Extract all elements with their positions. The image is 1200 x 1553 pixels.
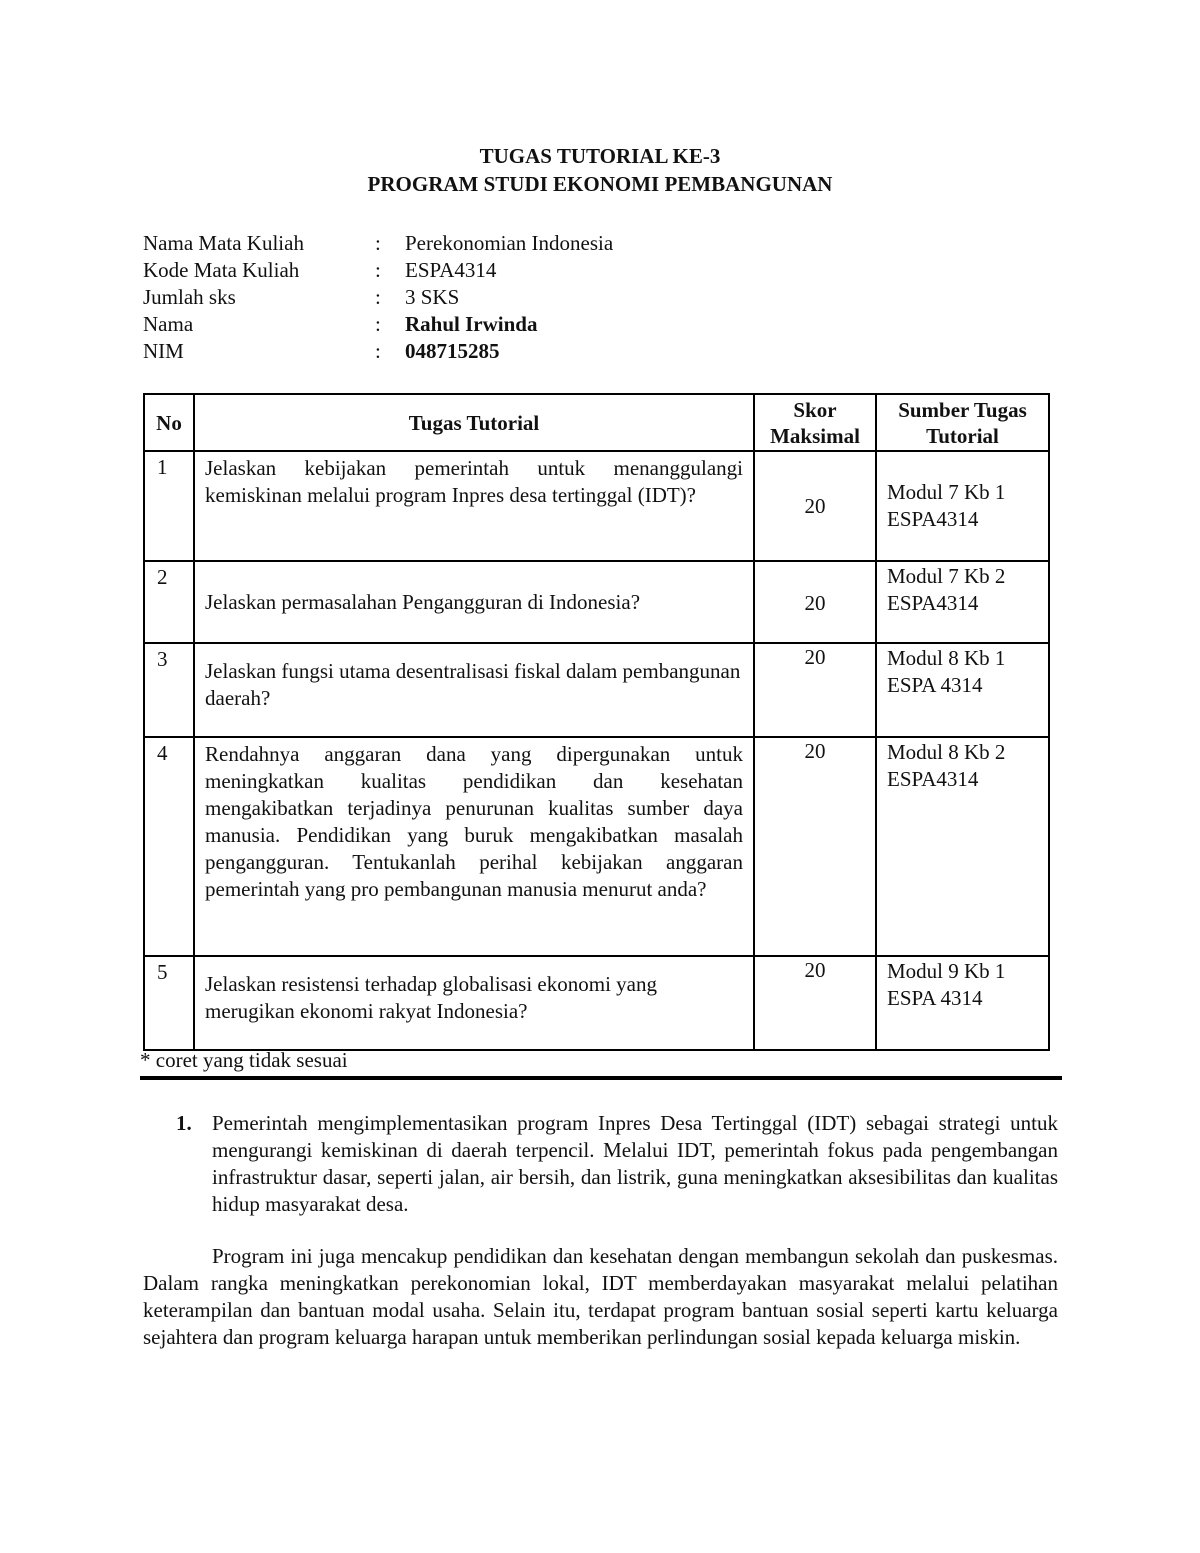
header-score-line1: Skor xyxy=(793,397,837,422)
source-line: Modul 7 Kb 1 xyxy=(887,480,1006,504)
score-cell: 20 xyxy=(754,737,876,956)
header-score xyxy=(754,394,876,451)
header-source-line1: Sumber Tugas xyxy=(898,397,1027,422)
task-text: Jelaskan permasalahan Pengangguran di Indonesia? xyxy=(194,561,754,643)
info-row-student-name xyxy=(143,312,843,339)
task-text: Rendahnya anggaran dana yang dipergunakan untuk meningkatkan kualitas pendidikan dan kesehatan mengakibatkan terjadinya penurunan kualitas sumber daya manusia. Pendidikan yang buruk mengakibatkan masalah pengangguran. Tentukanlah perihal kebijakan anggaran pemerintah yang pro pembangunan manusia menurut anda? xyxy=(194,737,754,956)
score-cell: 20 xyxy=(754,561,876,643)
row-number: 1 xyxy=(144,451,194,561)
info-separator: : xyxy=(375,258,381,282)
info-row-credits xyxy=(143,285,843,312)
source-line: Modul 7 Kb 2 xyxy=(887,564,1006,588)
score-cell: 20 xyxy=(754,643,876,737)
table-row xyxy=(144,643,1049,737)
info-separator: : xyxy=(375,285,381,309)
source-line: ESPA 4314 xyxy=(887,673,983,697)
info-value: ESPA4314 xyxy=(405,258,497,282)
info-row-student-id xyxy=(143,339,843,366)
info-separator: : xyxy=(375,231,381,255)
header-score-line2: Maksimal xyxy=(770,423,860,448)
answer-paragraph-2: Program ini juga mencakup pendidikan dan kesehatan dengan membangun sekolah dan puskesmas. Dalam rangka meningkatkan perekonomian lokal, IDT memberdayakan masyarakat melalui pelatihan keterampilan dan bantuan modal usaha. Selain itu, terdapat program bantuan sosial seperti kartu keluarga sejahtera dan program keluarga harapan untuk memberikan perlindungan sosial kepada keluarga miskin. xyxy=(143,1244,1058,1349)
table-footnote: * coret yang tidak sesuai xyxy=(140,1048,348,1072)
source-cell xyxy=(876,451,1049,561)
row-number: 4 xyxy=(144,737,194,956)
horizontal-divider xyxy=(140,1076,1062,1080)
row-number: 3 xyxy=(144,643,194,737)
header-no: No xyxy=(144,394,194,451)
source-line: ESPA 4314 xyxy=(887,986,983,1010)
info-separator: : xyxy=(375,339,381,363)
source-line: ESPA4314 xyxy=(887,591,979,615)
task-table xyxy=(143,393,1050,1051)
source-line: Modul 9 Kb 1 xyxy=(887,959,1006,983)
info-value: Perekonomian Indonesia xyxy=(405,231,614,255)
source-cell xyxy=(876,737,1049,956)
header-task: Tugas Tutorial xyxy=(194,394,754,451)
header-source xyxy=(876,394,1049,451)
source-line: Modul 8 Kb 2 xyxy=(887,740,1006,764)
info-label: Kode Mata Kuliah xyxy=(143,258,300,282)
source-cell xyxy=(876,561,1049,643)
info-separator: : xyxy=(375,312,381,336)
info-label: Nama Mata Kuliah xyxy=(143,231,304,255)
source-line: Modul 8 Kb 1 xyxy=(887,646,1006,670)
task-text: Jelaskan fungsi utama desentralisasi fiskal dalam pembangunan daerah? xyxy=(194,643,754,737)
source-cell xyxy=(876,956,1049,1050)
header-source-line2: Tutorial xyxy=(926,423,999,448)
info-row-course-name xyxy=(143,231,843,258)
info-value: 3 SKS xyxy=(405,285,460,309)
table-row xyxy=(144,451,1049,561)
table-header-row xyxy=(144,394,1049,451)
task-text: Jelaskan kebijakan pemerintah untuk menanggulangi kemiskinan melalui program Inpres desa tertinggal (IDT)? xyxy=(194,451,754,561)
source-line: ESPA4314 xyxy=(887,507,979,531)
document-subtitle: PROGRAM STUDI EKONOMI PEMBANGUNAN xyxy=(367,172,833,196)
info-value: 048715285 xyxy=(405,339,500,363)
info-row-course-code xyxy=(143,258,843,285)
document-title: TUGAS TUTORIAL KE-3 xyxy=(479,144,721,168)
row-number: 2 xyxy=(144,561,194,643)
answer-number: 1. xyxy=(176,1111,192,1135)
info-label: Nama xyxy=(143,312,194,336)
source-cell xyxy=(876,643,1049,737)
table-row xyxy=(144,737,1049,956)
source-line: ESPA4314 xyxy=(887,767,979,791)
info-label: NIM xyxy=(143,339,184,363)
task-text: Jelaskan resistensi terhadap globalisasi ekonomi yang merugikan ekonomi rakyat Indonesia? xyxy=(194,956,754,1050)
score-cell: 20 xyxy=(754,451,876,561)
answer-text: Pemerintah mengimplementasikan program Inpres Desa Tertinggal (IDT) sebagai strategi untuk mengurangi kemiskinan di daerah terpencil. Melalui IDT, pemerintah fokus pada pengembangan infrastruktur dasar, seperti jalan, air bersih, dan listrik, guna meningkatkan aksesibilitas dan kualitas hidup masyarakat desa. xyxy=(212,1111,1058,1216)
info-value: Rahul Irwinda xyxy=(405,312,538,336)
table-row xyxy=(144,561,1049,643)
row-number: 5 xyxy=(144,956,194,1050)
table-row xyxy=(144,956,1049,1050)
info-label: Jumlah sks xyxy=(143,285,236,309)
answer-paragraph-1 xyxy=(143,1110,1058,1218)
score-cell: 20 xyxy=(754,956,876,1050)
